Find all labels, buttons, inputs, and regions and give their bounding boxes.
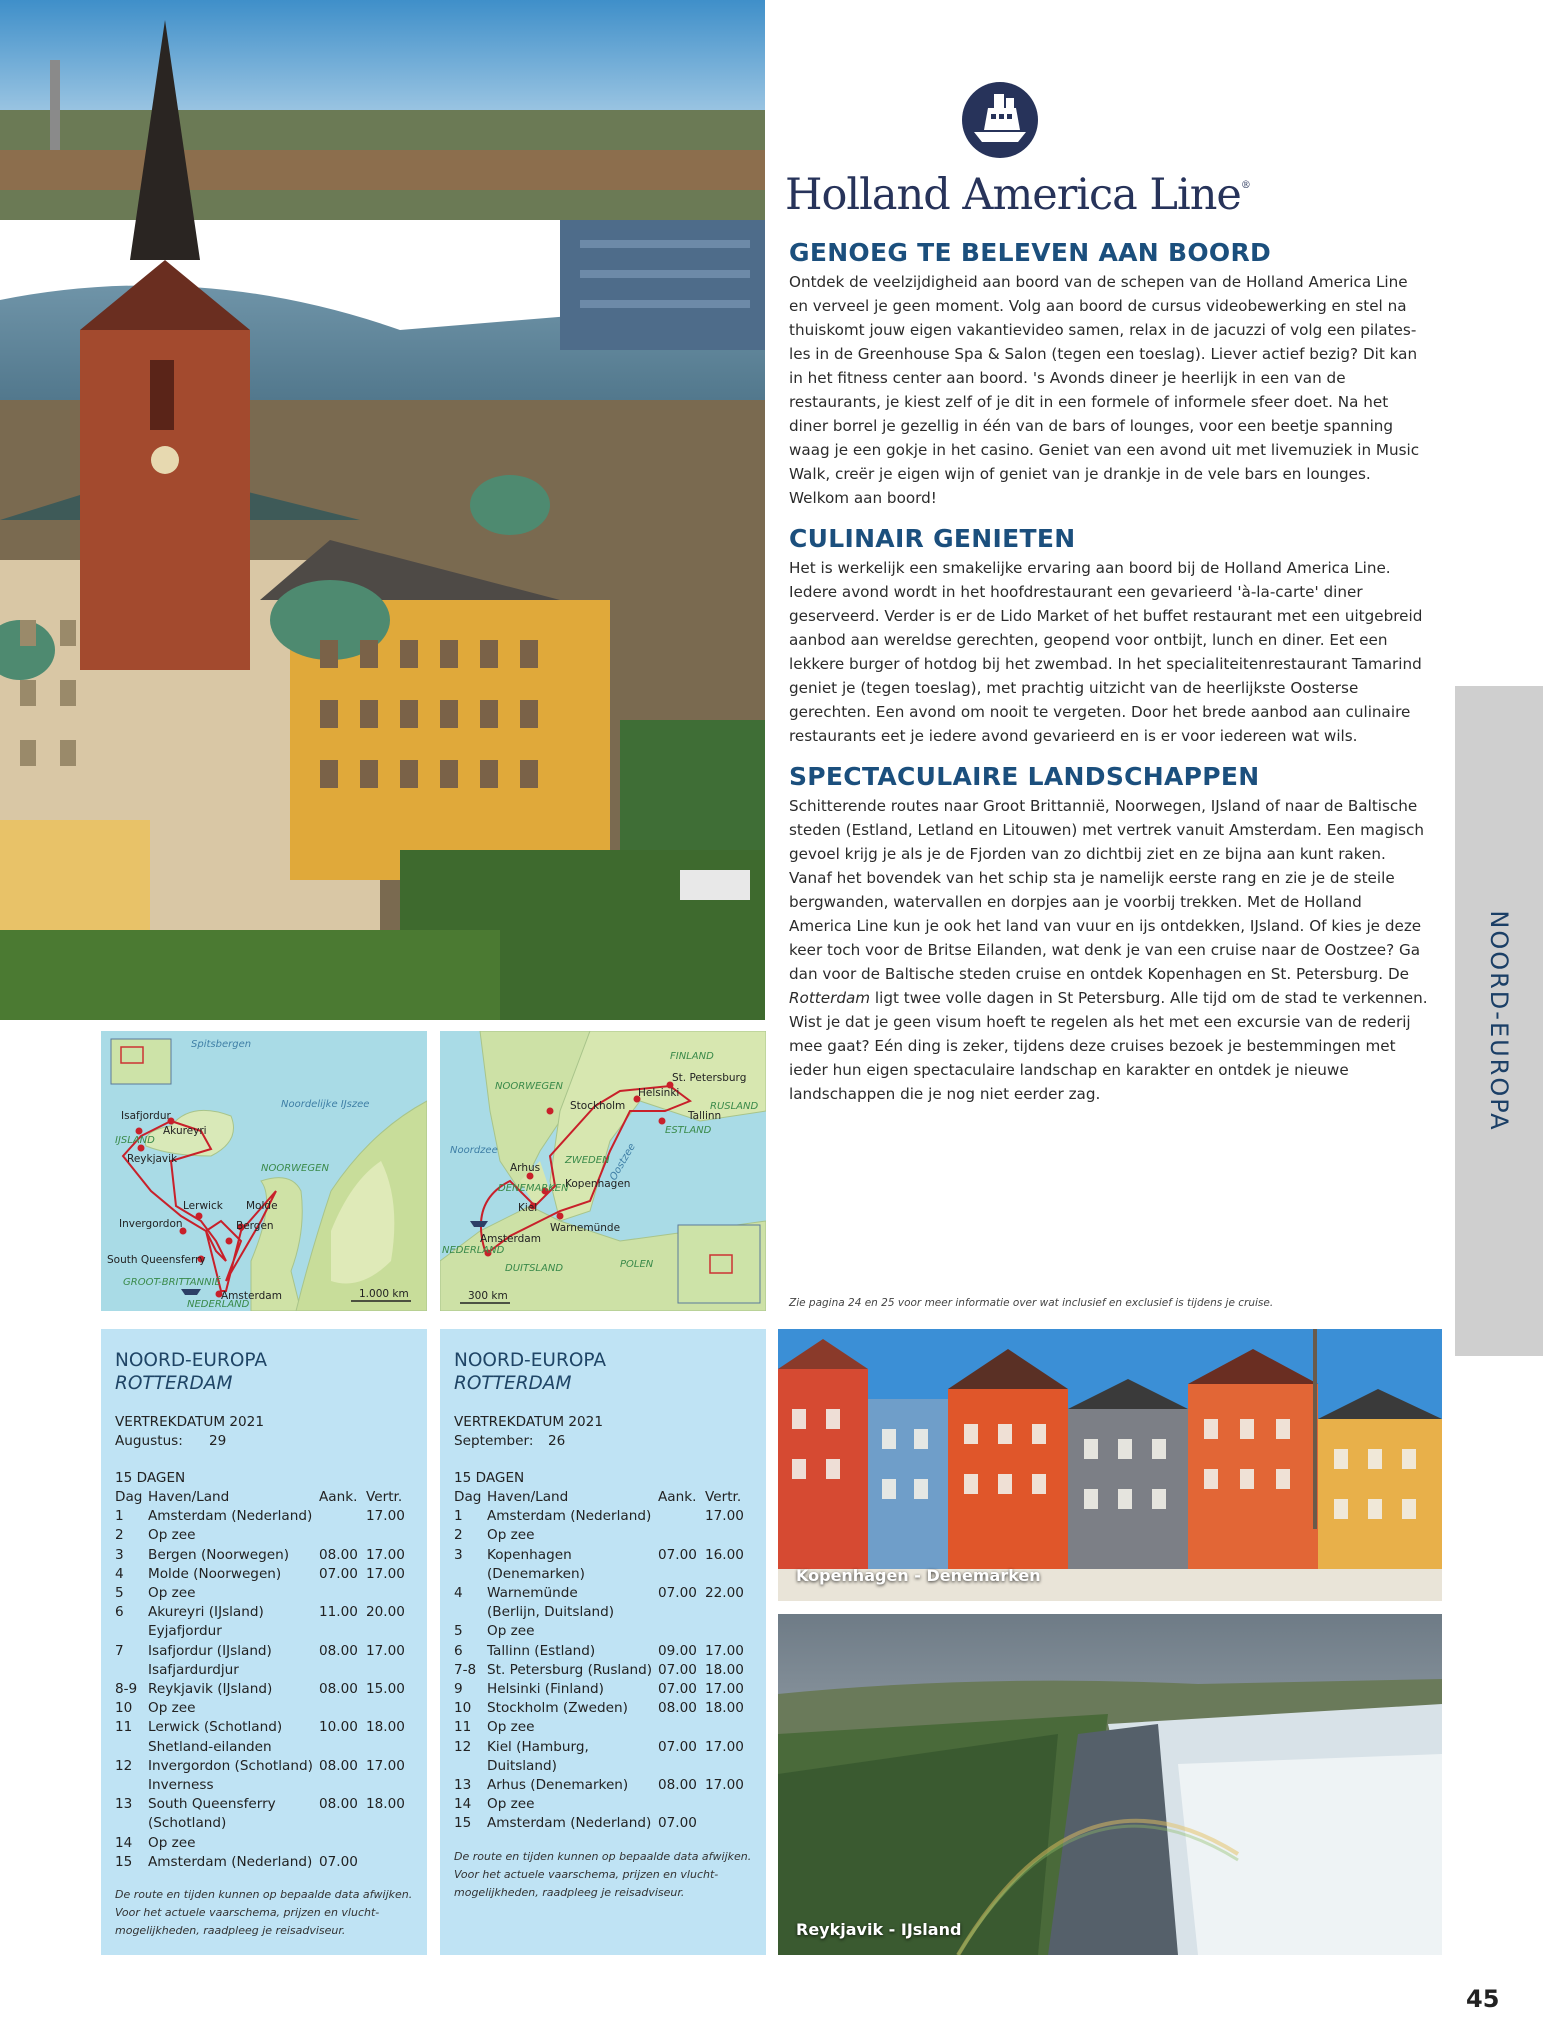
departure-cell: 18.00 [366,1796,405,1813]
ship-icon [470,1221,488,1227]
day-cell: 4 [454,1585,463,1602]
day-cell: 1 [115,1508,124,1525]
svg-text:FINLAND: FINLAND [670,1051,714,1062]
table-row [454,1507,752,1526]
day-cell: 3 [115,1546,124,1563]
arrival-cell [658,1795,705,1814]
section-title: GENOEG TE BELEVEN AAN BOORD [789,238,1272,267]
svg-text:Kopenhagen: Kopenhagen [565,1178,631,1190]
arrival-cell [319,1526,366,1545]
table-row [454,1680,752,1699]
table-row [454,1699,752,1718]
departure-cell [366,1853,413,1872]
departure-cell: 22.00 [705,1585,744,1602]
svg-text:1.000 km: 1.000 km [359,1288,409,1300]
arrival-cell [319,1699,366,1718]
svg-text:Tallinn: Tallinn [688,1110,722,1122]
arrival-cell: 07.00 [658,1815,697,1832]
svg-text:Amsterdam: Amsterdam [480,1233,541,1245]
arrival-cell: 07.00 [658,1681,697,1698]
table-row [454,1718,752,1737]
arrival-cell: 07.00 [658,1546,697,1563]
day-cell: 6 [454,1642,463,1659]
section-landschappen [789,762,1429,1106]
arrival-cell: 08.00 [658,1777,697,1794]
port-cell: Op zee [148,1527,196,1544]
departure-cell: 17.00 [705,1777,744,1794]
departure-cell [705,1718,752,1737]
arrival-cell [658,1718,705,1737]
arrival-cell: 08.00 [319,1757,358,1774]
port-cell: Akureyri (IJsland) Eyjafjordur [148,1604,264,1640]
departure-cell [705,1622,752,1641]
article [789,238,1429,1120]
day-cell: 15 [115,1853,133,1870]
page-number: 45 [1466,1985,1500,2013]
departure-label: VERTREKDATUM 2021 [454,1414,603,1430]
port-cell: Amsterdam (Nederland) [148,1853,313,1870]
ship-emblem-icon [960,80,1040,160]
departure-cell: 18.00 [705,1661,744,1678]
table-row [115,1718,413,1756]
arrival-cell: 10.00 [319,1719,358,1736]
table-row [454,1795,752,1814]
table-row [454,1584,752,1622]
arrival-cell [319,1507,366,1526]
day-cell: 2 [454,1527,463,1544]
svg-text:South Queensferry: South Queensferry [107,1254,206,1266]
itinerary-table [454,1488,752,1834]
day-cell: 14 [454,1796,472,1813]
table-row [115,1834,413,1853]
day-cell: 5 [115,1585,124,1602]
itinerary-box-august [101,1329,427,1955]
itinerary-disclaimer: De route en tijden kunnen op bepaalde data afwijken. Voor het actuele vaarschema, prijzen en vlucht-mogelijkheden, raadpleeg je reisadviseur. [115,1888,413,1938]
arrival-cell: 08.00 [319,1546,358,1563]
svg-text:POLEN: POLEN [620,1259,654,1270]
arrival-cell: 07.00 [658,1585,697,1602]
itinerary-disclaimer: De route en tijden kunnen op bepaalde data afwijken. Voor het actuele vaarschema, prijzen en vlucht-mogelijkheden, raadpleeg je reisadviseur. [454,1849,752,1899]
day-cell: 10 [454,1700,472,1717]
route-map-iceland [101,1031,427,1311]
departure-cell: 17.00 [366,1757,405,1774]
table-row [454,1526,752,1545]
departure-cell [705,1526,752,1545]
departure-cell: 16.00 [705,1546,744,1563]
table-row [454,1738,752,1776]
duration-label: 15 DAGEN [454,1470,525,1486]
port-cell: Isafjordur (IJsland) Isafjardurdjur [148,1642,272,1678]
port-cell: Op zee [487,1527,535,1544]
port-cell: St. Petersburg (Rusland) [487,1661,653,1678]
port-cell: South Queensferry (Schotland) [148,1796,276,1832]
day-cell: 10 [115,1700,133,1717]
svg-text:St. Petersburg: St. Petersburg [672,1072,747,1084]
svg-text:Invergordon: Invergordon [119,1218,183,1230]
day-cell: 13 [115,1796,133,1813]
section-body: Schitterende routes naar Groot Brittannië, Noorwegen, IJsland of naar de Baltische steden (Estland, Letland en Litouwen) met vertrek vanuit Amsterdam. Een magisch gevoel krijg je als je de Fjorden van zo dichtbij ziet en ze bijna aan kunt raken. Vanaf het bovendek van het schip sta je namelijk eerste rang en zie je de steile bergwanden, watervallen en dorpjes aan je voorbij trekken. Met de Holland America Line kun je ook het land van vuur en ijs ontdekken, IJsland. Of kies je deze keer toch voor de Britse Eilanden, wat denk je van een cruise naar de Oostzee? Ga dan voor de Baltische steden cruise en ontdek Kopenhagen en St. Petersburg. De Rotterdam ligt twee volle dagen in St Petersburg. Alle tijd om de stad te verkennen. Wist je dat je geen visum hoeft te regelen als het met een excursie van de rederij mee gaat? Eén ding is zeker, tijdens deze cruises bezoek je bestemmingen met ieder hun eigen spectaculaire landschap en karakter en ontdek je nieuwe landschappen die je nog niet eerder zag. [789,797,1428,1103]
departure-cell [705,1814,752,1833]
section-body: Ontdek de veelzijdigheid aan boord van de schepen van de Holland America Line en verveel je geen moment. Volg aan boord de cursus videobewerking en stel na thuiskomt jouw eigen vakantievideo samen, relax in de jacuzzi of volg een pilates-les in de Greenhouse Spa & Salon (tegen een toeslag). Liever actief bezig? Dit kan in het fitness center aan boord. 's Avonds dineer je heerlijk in een van de restaurants, je kiest zelf of je dit in een formele of informele sfeer doet. Na het diner borrel je gezellig in één van de bars of lounges, voor een beetje spanning waag je een gokje in het casino. Geniet van een avond uit met livemuziek in Music Walk, creër je eigen wijn of geniet van je drankje in de vele bars en lounges. Welkom aan boord! [789,273,1420,507]
photo-caption: Reykjavik - IJsland [796,1920,962,1939]
departure-cell [705,1795,752,1814]
departure-cell: 17.00 [366,1565,405,1582]
svg-text:Stockholm: Stockholm [570,1100,626,1112]
arrival-cell: 08.00 [319,1681,358,1698]
departure-cell: 18.00 [705,1700,744,1717]
port-cell: Op zee [487,1796,535,1813]
departure-cell: 20.00 [366,1604,405,1621]
port-cell: Reykjavik (IJsland) [148,1681,273,1698]
arrival-cell [319,1584,366,1603]
svg-text:NOORWEGEN: NOORWEGEN [495,1081,563,1092]
day-cell: 4 [115,1565,124,1582]
departure-cell [366,1584,413,1603]
arrival-cell: 07.00 [319,1853,358,1870]
svg-text:RUSLAND: RUSLAND [710,1101,759,1112]
table-header-row: Dag Haven/Land Aank. Vertr. [454,1489,742,1505]
table-row [115,1853,413,1872]
day-cell: 6 [115,1604,124,1621]
departure-cell: 17.00 [705,1681,744,1698]
inclusions-footnote: Zie pagina 24 en 25 voor meer informatie over wat inclusief en exclusief is tijdens je cruise. [789,1297,1274,1309]
itinerary-box-september [440,1329,766,1955]
day-cell: 7 [115,1642,124,1659]
departure-cell: 17.00 [705,1508,744,1525]
itinerary-table [115,1488,413,1872]
departure-date: September: 26 [454,1433,566,1449]
table-row [115,1526,413,1545]
departure-cell [366,1834,413,1853]
departure-cell: 17.00 [366,1546,405,1563]
port-cell: Arhus (Denemarken) [487,1777,629,1794]
arrival-cell: 07.00 [319,1565,358,1582]
section-title: CULINAIR GENIETEN [789,524,1076,553]
departure-cell: 17.00 [366,1642,405,1659]
svg-text:NOORWEGEN: NOORWEGEN [261,1163,329,1174]
arrival-cell: 08.00 [319,1642,358,1659]
port-cell: Tallinn (Estland) [487,1642,596,1659]
svg-text:Lerwick: Lerwick [183,1200,223,1212]
table-row [115,1699,413,1718]
itinerary-region: NOORD-EUROPA [115,1350,268,1371]
svg-text:DUITSLAND: DUITSLAND [505,1263,564,1274]
table-row [454,1642,752,1661]
svg-text:Akureyri: Akureyri [163,1125,207,1137]
region-label: NOORD-EUROPA [1485,910,1513,1132]
region-side-tab [1455,686,1543,1356]
svg-text:Spitsbergen: Spitsbergen [191,1039,252,1050]
ship-icon [181,1289,201,1295]
day-cell: 9 [454,1681,463,1698]
day-cell: 7-8 [454,1661,477,1678]
arrival-cell [658,1622,705,1641]
hero-photo-stockholm [0,0,765,1020]
departure-cell: 17.00 [705,1642,744,1659]
arrival-cell: 09.00 [658,1642,697,1659]
itinerary-region: NOORD-EUROPA [454,1350,607,1371]
photo-caption: Kopenhagen - Denemarken [796,1566,1041,1585]
svg-text:NEDERLAND: NEDERLAND [442,1245,505,1256]
holland-america-logo [785,80,1250,220]
svg-text:Helsinki: Helsinki [638,1087,680,1099]
day-cell: 3 [454,1546,463,1563]
table-row [115,1795,413,1833]
svg-text:Bergen: Bergen [236,1220,274,1232]
departure-date: Augustus: 29 [115,1433,227,1449]
arrival-cell [319,1834,366,1853]
svg-text:Molde: Molde [246,1200,278,1212]
section-aan-boord [789,238,1429,510]
departure-cell: 18.00 [366,1719,405,1736]
table-header-row: Dag Haven/Land Aank. Vertr. [115,1489,403,1505]
table-row [454,1776,752,1795]
table-row [115,1584,413,1603]
port-cell: Kiel (Hamburg, Duitsland) [487,1738,589,1774]
section-title: SPECTACULAIRE LANDSCHAPPEN [789,762,1260,791]
svg-text:Warnemünde: Warnemünde [550,1222,621,1234]
itinerary-ship: ROTTERDAM [115,1373,233,1394]
departure-cell: 17.00 [366,1508,405,1525]
port-cell: Op zee [148,1700,196,1717]
port-cell: Bergen (Noorwegen) [148,1546,290,1563]
photo-kopenhagen [778,1329,1442,1601]
table-row [454,1546,752,1584]
day-cell: 12 [115,1757,133,1774]
day-cell: 8-9 [115,1681,138,1698]
svg-text:Isafjordur: Isafjordur [121,1110,171,1122]
port-cell: Amsterdam (Nederland) [487,1815,652,1832]
section-culinair [789,524,1429,748]
day-cell: 2 [115,1527,124,1544]
table-row [454,1661,752,1680]
departure-cell [366,1699,413,1718]
port-cell: Stockholm (Zweden) [487,1700,628,1717]
day-cell: 12 [454,1738,472,1755]
port-cell: Kopenhagen (Denemarken) [487,1546,585,1582]
svg-text:GROOT-BRITTANNIË: GROOT-BRITTANNIË [123,1277,221,1288]
arrival-cell: 11.00 [319,1604,358,1621]
table-row [115,1680,413,1699]
svg-text:300 km: 300 km [468,1290,508,1302]
table-row [454,1814,752,1833]
svg-text:NEDERLAND: NEDERLAND [187,1299,250,1310]
table-row [115,1507,413,1526]
photo-waterfall-iceland [778,1614,1442,1955]
table-row [115,1565,413,1584]
svg-text:Noordzee: Noordzee [450,1145,498,1156]
port-cell: Op zee [148,1585,196,1602]
departure-label: VERTREKDATUM 2021 [115,1414,264,1430]
port-cell: Amsterdam (Nederland) [148,1508,313,1525]
itinerary-ship: ROTTERDAM [454,1373,572,1394]
port-cell: Warnemünde (Berlijn, Duitsland) [487,1585,615,1621]
port-cell: Molde (Noorwegen) [148,1565,282,1582]
table-row [115,1603,413,1641]
arrival-cell: 07.00 [658,1661,697,1678]
day-cell: 13 [454,1777,472,1794]
day-cell: 11 [454,1719,472,1736]
section-body: Het is werkelijk een smakelijke ervaring aan boord bij de Holland America Line. Iedere avond wordt in het hoofdrestaurant een gevarieerd 'à-la-carte' diner geserveerd. Verder is er de Lido Market of het buffet restaurant met een uitgebreid aanbod aan wereldse gerechten, geopend voor ontbijt, lunch en diner. Eet een lekkere burger of hotdog bij het zwembad. In het specialiteitenrestaurant Tamarind geniet je (tegen toeslag), met prachtig uitzicht van de heerlijkste Oosterse gerechten. Een avond om nooit te vergeten. Door het brede aanbod aan culinaire restaurants eet je iedere avond gevarieerd en is er voor iedereen wat wils. [789,559,1423,745]
port-cell: Op zee [487,1719,535,1736]
day-cell: 14 [115,1834,133,1851]
departure-cell: 17.00 [705,1738,744,1755]
svg-text:ZWEDEN: ZWEDEN [565,1155,610,1166]
port-cell: Op zee [487,1623,535,1640]
table-row [115,1546,413,1565]
svg-text:ESTLAND: ESTLAND [665,1125,712,1136]
port-cell: Amsterdam (Nederland) [487,1508,652,1525]
table-row [115,1757,413,1795]
svg-text:Kiel: Kiel [518,1202,538,1214]
departure-cell: 15.00 [366,1681,405,1698]
day-cell: 1 [454,1508,463,1525]
route-map-baltic [440,1031,766,1311]
table-row [454,1622,752,1641]
day-cell: 15 [454,1815,472,1832]
port-cell: Invergordon (Schotland) Inverness [148,1757,313,1794]
table-row [115,1642,413,1680]
day-cell: 11 [115,1719,133,1736]
svg-text:Amsterdam: Amsterdam [221,1290,282,1302]
day-cell: 5 [454,1623,463,1640]
svg-text:IJSLAND: IJSLAND [115,1135,155,1146]
departure-cell [366,1526,413,1545]
arrival-cell [658,1526,705,1545]
port-cell: Op zee [148,1834,196,1851]
svg-text:Reykjavik: Reykjavik [127,1153,178,1165]
arrival-cell: 08.00 [319,1796,358,1813]
port-cell: Helsinki (Finland) [487,1681,604,1698]
arrival-cell: 08.00 [658,1700,697,1717]
arrival-cell: 07.00 [658,1738,697,1755]
svg-text:Noordelijke IJszee: Noordelijke IJszee [281,1099,370,1110]
duration-label: 15 DAGEN [115,1470,186,1486]
svg-text:DENEMARKEN: DENEMARKEN [498,1183,569,1194]
brand-wordmark: Holland America Line® [785,170,1250,220]
svg-text:Oostzee: Oostzee [608,1141,638,1183]
svg-text:Arhus: Arhus [510,1162,541,1174]
port-cell: Lerwick (Schotland) Shetland-eilanden [148,1719,283,1755]
arrival-cell [658,1507,705,1526]
